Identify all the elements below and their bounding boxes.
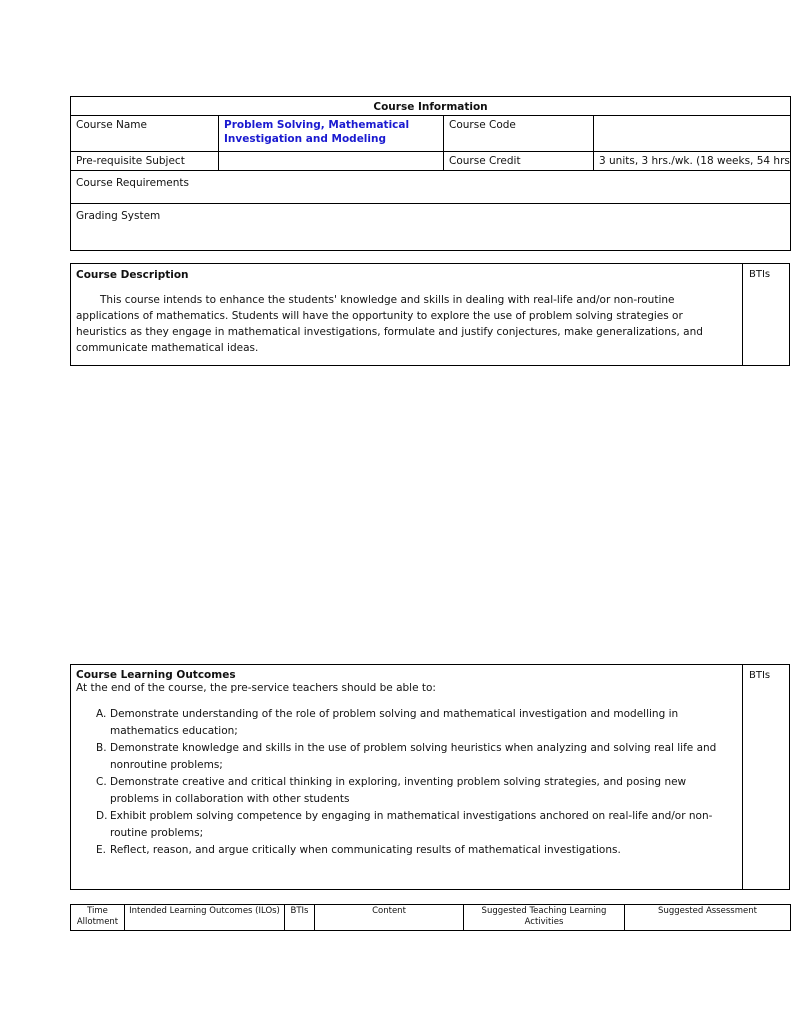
outcome-text: Demonstrate creative and critical thinking in exploring, inventing problem solving strategies, and posing new problems in collaboration with other students [110, 776, 687, 805]
list-marker: C. [96, 776, 107, 788]
outcomes-bti-label: BTIs [749, 670, 771, 681]
header-suggested-assessment: Suggested Assessment [625, 905, 791, 931]
list-item [76, 706, 738, 739]
outcome-text: Reflect, reason, and argue critically when communicating results of mathematical investigations. [110, 844, 621, 856]
course-description-heading: Course Description [76, 269, 189, 281]
prerequisite-value [219, 152, 444, 171]
list-item [76, 774, 738, 807]
list-marker: D. [96, 810, 108, 822]
header-content: Content [315, 905, 464, 931]
course-description-text: This course intends to enhance the students' knowledge and skills in dealing with real-life and/or non-routine applications of mathematics. Students will have the opportunity to explore the use of problem solving strategies or heuristics as they engage in mathematical investigations, formulate and justify conjectures, make generalizations, and communicate mathematical ideas. [76, 294, 703, 354]
learning-outcomes-intro: At the end of the course, the pre-service teachers should be able to: [76, 682, 436, 694]
list-marker: A. [96, 708, 107, 720]
course-requirements-label: Course Requirements [71, 171, 791, 204]
grading-system-label: Grading System [71, 204, 791, 251]
course-name-label: Course Name [71, 116, 219, 152]
list-marker: E. [96, 844, 106, 856]
learning-outcomes-list [76, 706, 738, 859]
list-item [76, 740, 738, 773]
outcome-text: Demonstrate understanding of the role of problem solving and mathematical investigation and modelling in mathematics education; [110, 708, 679, 737]
course-learning-outcomes-section [70, 664, 790, 890]
header-intended-learning-outcomes: Intended Learning Outcomes (ILOs) [125, 905, 285, 931]
course-code-label: Course Code [444, 116, 594, 152]
course-credit-value: 3 units, 3 hrs./wk. (18 weeks, 54 hrs [594, 152, 791, 171]
course-description-section [70, 263, 790, 366]
list-item [76, 842, 738, 859]
bti-column-divider [742, 264, 743, 365]
prerequisite-label: Pre-requisite Subject [71, 152, 219, 171]
list-item [76, 808, 738, 841]
course-code-value [594, 116, 791, 152]
description-bti-label: BTIs [749, 269, 771, 280]
learning-outcomes-heading: Course Learning Outcomes [76, 669, 236, 681]
header-time-allotment: Time Allotment [71, 905, 125, 931]
course-information-table [70, 96, 791, 251]
outcome-text: Demonstrate knowledge and skills in the use of problem solving heuristics when analyzing and solving real life and nonroutine problems; [110, 742, 717, 771]
course-information-title: Course Information [71, 97, 791, 116]
outcome-text: Exhibit problem solving competence by engaging in mathematical investigations anchored on real-life and/or non-routine problems; [110, 810, 713, 839]
course-plan-table [70, 904, 791, 931]
bti-column-divider [742, 665, 743, 889]
header-btis: BTIs [285, 905, 315, 931]
course-name-value: Problem Solving, Mathematical Investigation and Modeling [219, 116, 444, 152]
list-marker: B. [96, 742, 107, 754]
header-teaching-learning-activities: Suggested Teaching Learning Activities [464, 905, 625, 931]
course-credit-label: Course Credit [444, 152, 594, 171]
